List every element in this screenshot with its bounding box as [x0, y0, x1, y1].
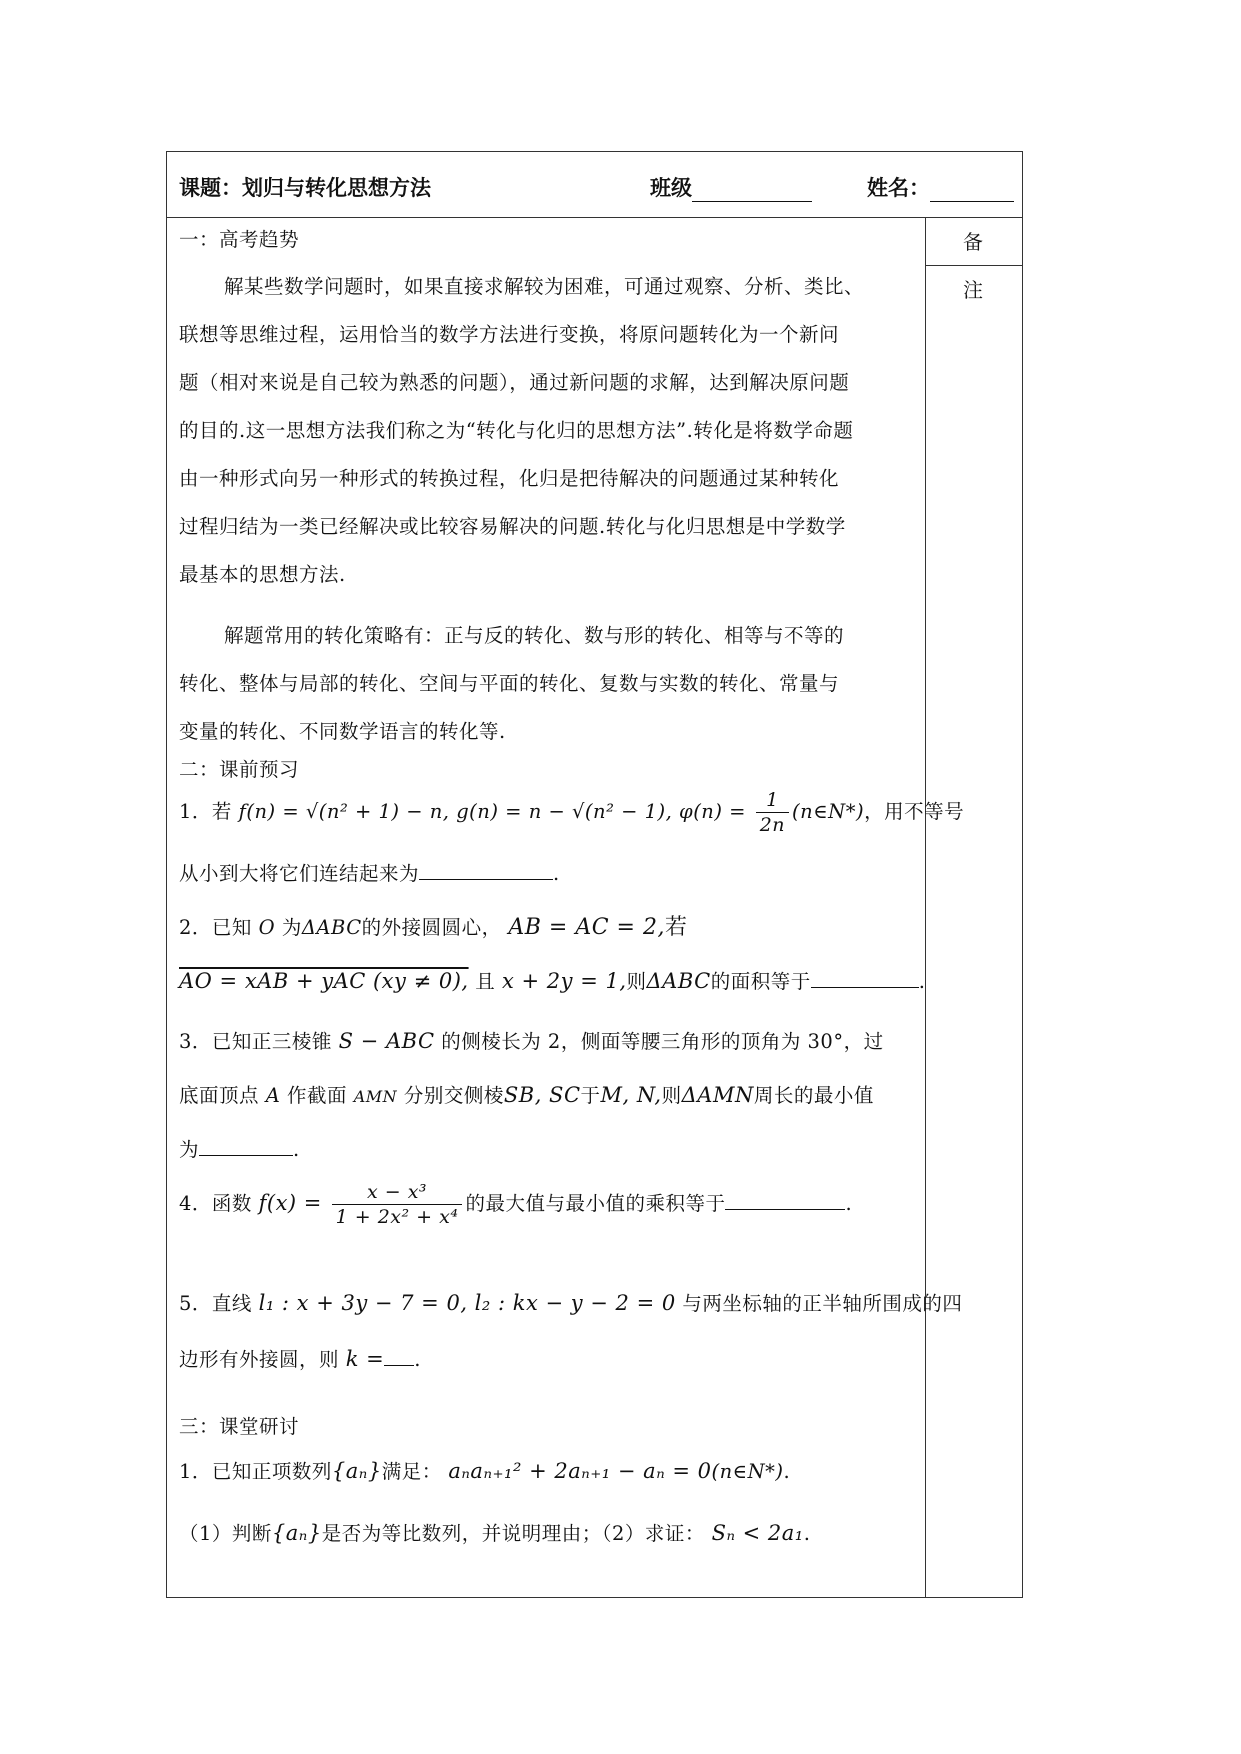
section1-heading: 一：高考趋势	[179, 228, 300, 251]
question-2-1: 1．若 f(n) = √(n² + 1) − n, g(n) = n − √(n² − 1), φ(n) = $\frac{1}{2n}$ (n∈N*)，用不等号	[179, 789, 965, 836]
fraction: $\frac{\text{x − x³}}{\text{1 + 2x² + x⁴}}$	[332, 1180, 463, 1229]
notes-column	[925, 218, 1022, 1597]
section1-line: 由一种形式向另一种形式的转换过程，化归是把待解决的问题通过某种转化	[179, 467, 840, 490]
lesson-title: 课题：划归与转化思想方法	[179, 175, 431, 200]
class-blank	[692, 179, 812, 202]
answer-blank	[725, 1189, 845, 1210]
answer-blank	[419, 859, 553, 880]
section3-heading: 三：课堂研讨	[179, 1415, 300, 1438]
name-blank	[930, 179, 1014, 202]
section1-line: 解某些数学问题时，如果直接求解较为困难，可通过观察、分析、类比、	[224, 275, 865, 298]
question-2-2: 2．已知 O 为ΔABC的外接圆圆心， AB = AC = 2,若	[179, 915, 688, 940]
worksheet-table	[166, 151, 1023, 1598]
question-2-5-line2: 边形有外接圆，则 k = .	[179, 1347, 421, 1371]
question-2-1-line2: 从小到大将它们连结起来为 .	[179, 858, 560, 886]
notes-header: 备注	[926, 218, 1022, 266]
name-field	[867, 172, 1014, 202]
section1-line: 联想等思维过程，运用恰当的数学方法进行变换，将原问题转化为一个新问	[179, 323, 840, 346]
header-row	[167, 152, 1022, 218]
question-3-1: 1．已知正项数列{aₙ}满足： aₙaₙ₊₁² + 2aₙ₊₁ − aₙ = 0(n∈N*).	[179, 1459, 791, 1483]
fraction: $\frac{1}{2n}$	[756, 788, 789, 837]
section1-line: 解题常用的转化策略有：正与反的转化、数与形的转化、相等与不等的	[224, 624, 845, 647]
question-2-5: 5．直线 l₁ : x + 3y − 7 = 0, l₂ : kx − y − 2 = 0 与两坐标轴的正半轴所围成的四	[179, 1291, 963, 1315]
section1-line: 最基本的思想方法.	[179, 563, 346, 586]
section1-line: 的目的.这一思想方法我们称之为“转化与化归的思想方法”.转化是将数学命题	[179, 419, 854, 442]
main-content	[167, 218, 965, 1597]
name-label: 姓名：	[867, 175, 930, 200]
class-field	[650, 172, 812, 202]
question-3-1-sub: （1）判断{aₙ}是否为等比数列，并说明理由；（2）求证： Sₙ < 2a₁.	[179, 1521, 811, 1545]
answer-blank	[811, 967, 919, 988]
section2-heading: 二：课前预习	[179, 758, 300, 781]
question-2-3-line2: 底面顶点 A 作截面 AMN 分别交侧棱SB, SC于M, N,则ΔAMN周长的最小值	[179, 1083, 874, 1107]
section1-line: 变量的转化、不同数学语言的转化等.	[179, 720, 506, 743]
question-2-2-line2: AO = xAB + yAC (xy ≠ 0), 且 x + 2y = 1,则ΔABC的面积等于 .	[179, 969, 926, 993]
question-2-4: 4．函数 f(x) = $\frac{\text{x − x³}}{\text{1 + 2x² + x⁴}}$ 的最大值与最小值的乘积等于 .	[179, 1181, 853, 1228]
question-2-3-line3: 为 .	[179, 1134, 300, 1162]
answer-blank	[384, 1345, 414, 1366]
section1-line: 过程归结为一类已经解决或比较容易解决的问题.转化与化归思想是中学数学	[179, 515, 846, 538]
question-2-3: 3．已知正三棱锥 S − ABC 的侧棱长为 2，侧面等腰三角形的顶角为 30°，过	[179, 1029, 884, 1053]
section1-line: 转化、整体与局部的转化、空间与平面的转化、复数与实数的转化、常量与	[179, 672, 840, 695]
math-expression: f(n) = √(n² + 1) − n, g(n) = n − √(n² − 1), φ(n) =	[238, 800, 747, 823]
class-label: 班级	[650, 175, 692, 200]
section1-line: 题（相对来说是自己较为熟悉的问题），通过新问题的求解，达到解决原问题	[179, 371, 850, 394]
answer-blank	[199, 1135, 293, 1156]
